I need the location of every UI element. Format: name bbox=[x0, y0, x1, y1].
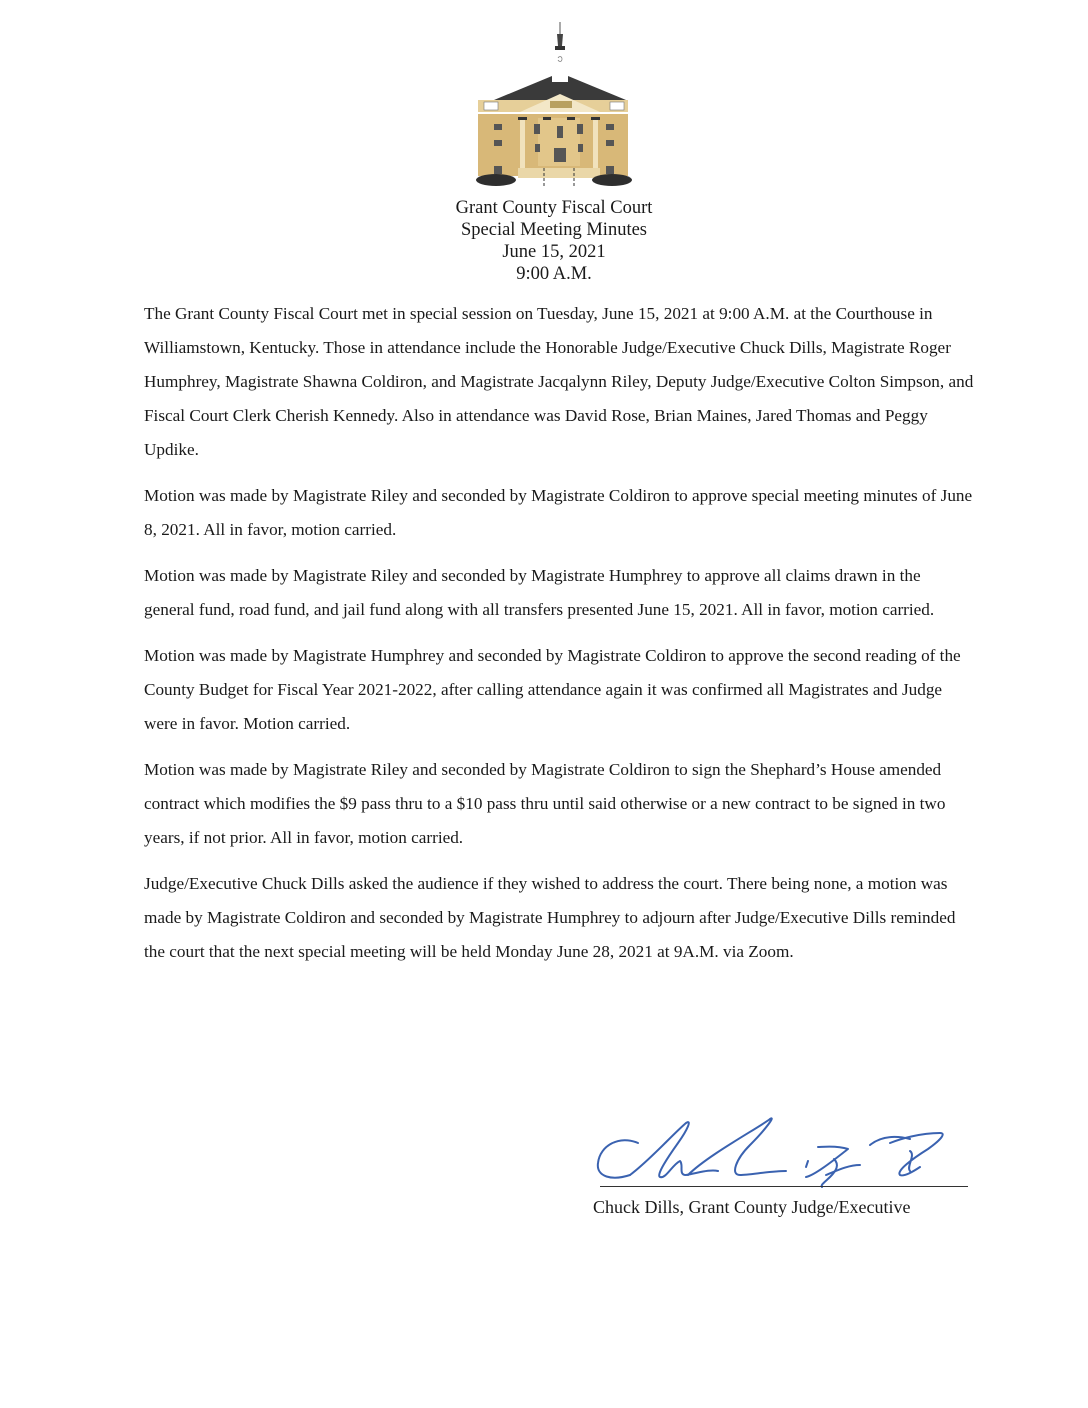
signature-line bbox=[600, 1186, 968, 1187]
courthouse-icon bbox=[474, 18, 634, 188]
handwritten-signature bbox=[590, 1105, 970, 1195]
document-title: Special Meeting Minutes bbox=[461, 220, 647, 240]
motion-approve-claims: Motion was made by Magistrate Riley and seconded by Magistrate Humphrey to approve all claims drawn in the general fund, road fund, and jail fund along with all transfers presented June 15, 2021. All in favor, motion carried. bbox=[144, 566, 935, 619]
document-header bbox=[0, 197, 1088, 285]
minutes-body bbox=[144, 297, 974, 981]
signature-block bbox=[590, 1105, 970, 1225]
motion-approve-minutes: Motion was made by Magistrate Riley and seconded by Magistrate Coldiron to approve special meeting minutes of June 8, 2021. All in favor, motion carried. bbox=[144, 486, 973, 539]
attendance-paragraph: The Grant County Fiscal Court met in special session on Tuesday, June 15, 2021 at 9:00 A.M. at the Courthouse in Williamstown, Kentucky. Those in attendance include the Honorable Judge/Executive Chuck Dills, Magistrate Roger Humphrey, Magistrate Shawna Coldiron, and Magistrate Jacqalynn Riley, Deputy Judge/Executive Colton Simpson, and Fiscal Court Clerk Cherish Kennedy. Also in attendance was David Rose, Brian Maines, Jared Thomas and Peggy Updike. bbox=[144, 304, 974, 459]
adjournment-paragraph: Judge/Executive Chuck Dills asked the audience if they wished to address the court. There being none, a motion was made by Magistrate Coldiron and seconded by Magistrate Humphrey to adjourn after Judge/Executive Dills reminded the court that the next special meeting will be held Monday June 28, 2021 at 9A.M. via Zoom. bbox=[144, 874, 956, 961]
courthouse-logo bbox=[474, 18, 634, 188]
organization-title: Grant County Fiscal Court bbox=[455, 198, 653, 218]
motion-approve-budget: Motion was made by Magistrate Humphrey and seconded by Magistrate Coldiron to approve the second reading of the County Budget for Fiscal Year 2021-2022, after calling attendance again it was confirmed all Magistrates and Judge were in favor. Motion carried. bbox=[144, 646, 961, 733]
motion-shephards-house-contract: Motion was made by Magistrate Riley and seconded by Magistrate Coldiron to sign the Shephard’s House amended contract which modifies the $9 pass thru to a $10 pass thru until said otherwise or a new contract to be signed in two years, if not prior. All in favor, motion carried. bbox=[144, 760, 946, 847]
signature-caption: Chuck Dills, Grant County Judge/Executive bbox=[593, 1197, 911, 1217]
meeting-date: June 15, 2021 bbox=[502, 242, 606, 262]
meeting-time: 9:00 A.M. bbox=[516, 264, 592, 284]
